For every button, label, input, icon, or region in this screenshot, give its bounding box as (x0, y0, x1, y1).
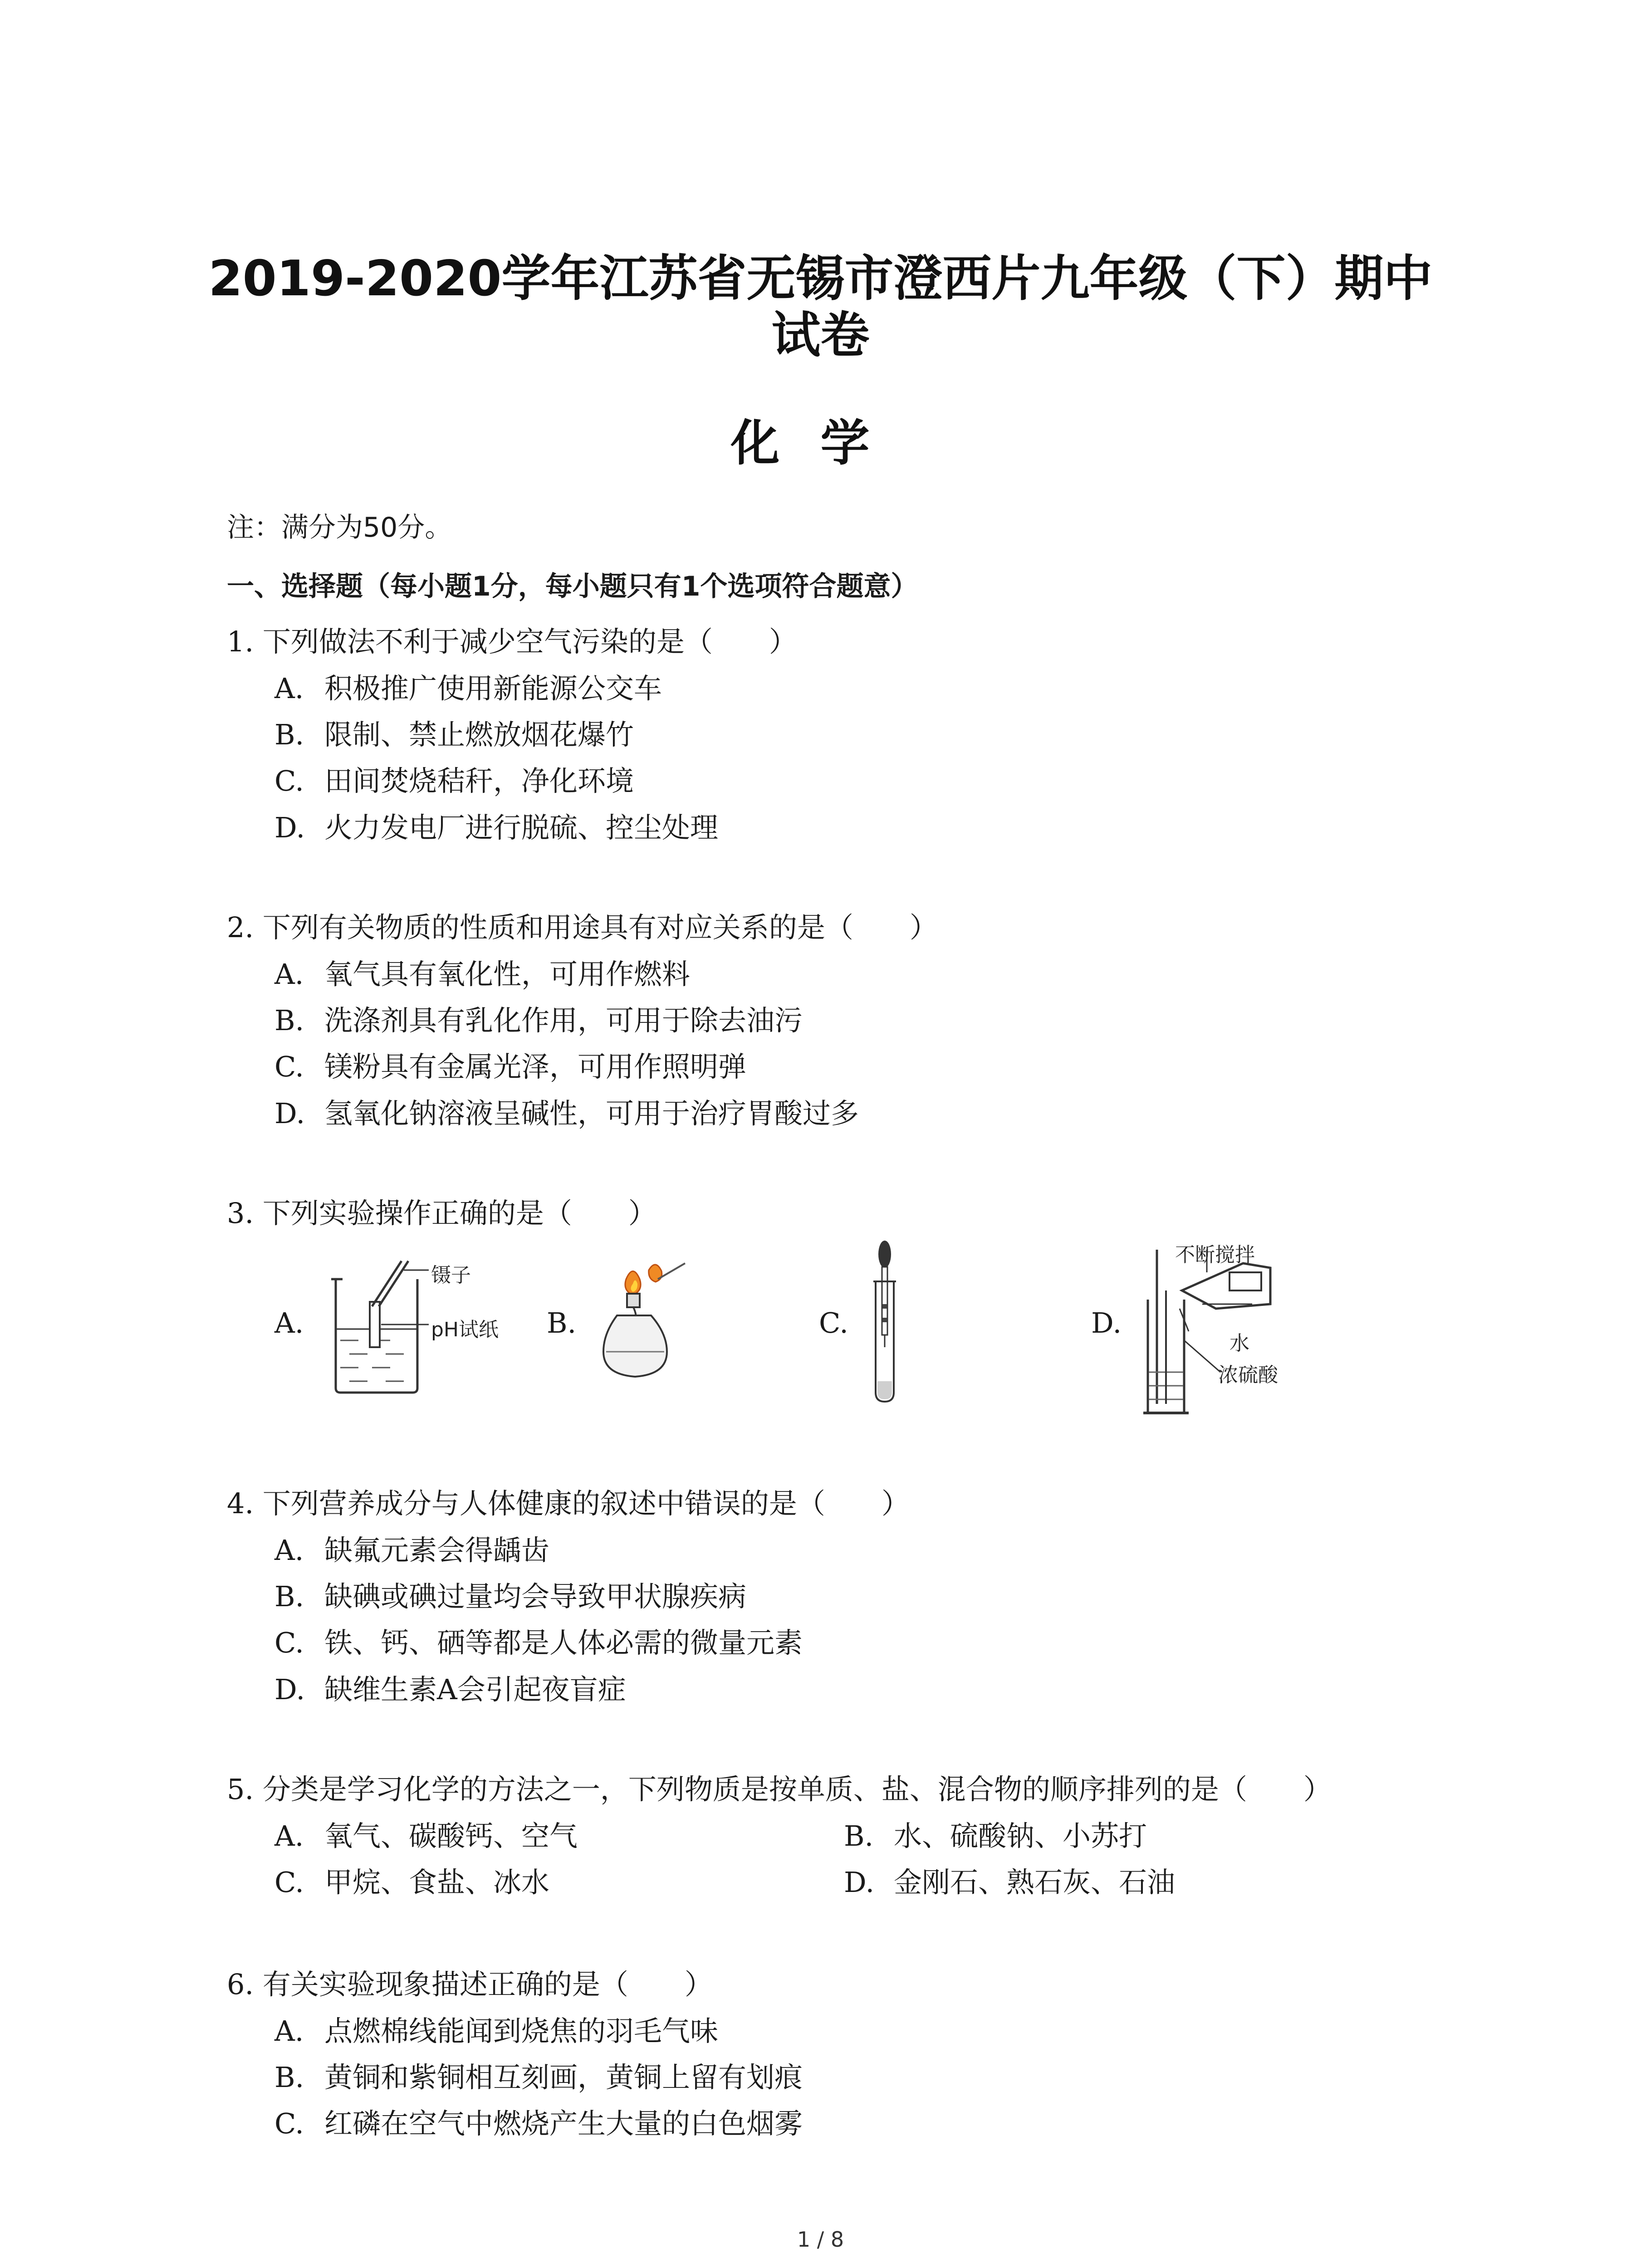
dropper-test-tube-figure (857, 1236, 912, 1408)
question-2-option-b[interactable]: B. 洗涤剂具有乳化作用，可用于除去油污 (274, 1004, 803, 1037)
figure-c-letter[interactable]: C. (819, 1306, 848, 1339)
question-6-option-b[interactable]: B. 黄铜和紫铜相互刻画，黄铜上留有划痕 (274, 2061, 803, 2094)
question-2-option-a[interactable]: A. 氧气具有氧化性，可用作燃料 (274, 958, 691, 991)
question-4-stem: 4. 下列营养成分与人体健康的叙述中错误的是（ ） (227, 1487, 910, 1520)
question-4-option-b[interactable]: B. 缺碘或碘过量均会导致甲状腺疾病 (274, 1580, 747, 1613)
score-note: 注：满分为50分。 (227, 512, 452, 543)
page-title: 2019-2020学年江苏省无锡市澄西片九年级（下）期中 (208, 250, 1433, 307)
question-2-option-c[interactable]: C. 镁粉具有金属光泽，可用作照明弹 (274, 1050, 747, 1083)
question-1-stem: 1. 下列做法不利于减少空气污染的是（ ） (227, 625, 797, 658)
section-heading: 一、选择题（每小题1分，每小题只有1个选项符合题意） (227, 571, 918, 602)
stir-label: 不断搅拌 (1175, 1243, 1255, 1266)
ph-paper-label: pH试纸 (431, 1318, 499, 1341)
question-2-option-d[interactable]: D. 氢氧化钠溶液呈碱性，可用于治疗胃酸过多 (274, 1097, 859, 1130)
question-5-option-a[interactable]: A. 氧气、碳酸钙、空气 (274, 1819, 578, 1853)
page-title-line2: 试卷 (771, 307, 870, 364)
question-4-option-a[interactable]: A. 缺氟元素会得龋齿 (274, 1534, 550, 1567)
question-1-option-b[interactable]: B. 限制、禁止燃放烟花爆竹 (274, 718, 634, 751)
subject-heading: 化学 (730, 415, 911, 472)
figure-d-letter[interactable]: D. (1091, 1306, 1122, 1339)
question-1-option-a[interactable]: A. 积极推广使用新能源公交车 (274, 672, 662, 705)
alcohol-lamp-figure (590, 1266, 708, 1388)
page-number: 1 / 8 (797, 2227, 844, 2252)
question-4-option-c[interactable]: C. 铁、钙、硒等都是人体必需的微量元素 (274, 1626, 803, 1659)
question-6-option-c[interactable]: C. 红磷在空气中燃烧产生大量的白色烟雾 (274, 2107, 803, 2140)
question-6-stem: 6. 有关实验现象描述正确的是（ ） (227, 1968, 713, 2001)
question-4-option-d[interactable]: D. 缺维生素A会引起夜盲症 (274, 1673, 626, 1706)
question-5-stem: 5. 分类是学习化学的方法之一，下列物质是按单质、盐、混合物的顺序排列的是（ ） (227, 1773, 1332, 1806)
question-5-option-c[interactable]: C. 甲烷、食盐、冰水 (274, 1866, 550, 1899)
question-5-option-d[interactable]: D. 金刚石、熟石灰、石油 (844, 1866, 1176, 1899)
question-6-option-a[interactable]: A. 点燃棉线能闻到烧焦的羽毛气味 (274, 2014, 719, 2048)
acid-label: 浓硫酸 (1218, 1364, 1278, 1387)
question-5-option-b[interactable]: B. 水、硫酸钠、小苏打 (844, 1819, 1147, 1853)
water-label: 水 (1230, 1332, 1249, 1355)
question-2-stem: 2. 下列有关物质的性质和用途具有对应关系的是（ ） (227, 911, 938, 944)
question-1-option-c[interactable]: C. 田间焚烧秸秆，净化环境 (274, 764, 634, 797)
figure-a-letter[interactable]: A. (274, 1306, 304, 1339)
tweezers-label: 镊子 (431, 1264, 471, 1287)
question-3-stem: 3. 下列实验操作正确的是（ ） (227, 1197, 656, 1230)
figure-b-letter[interactable]: B. (547, 1306, 577, 1339)
question-1-option-d[interactable]: D. 火力发电厂进行脱硫、控尘处理 (274, 811, 719, 844)
